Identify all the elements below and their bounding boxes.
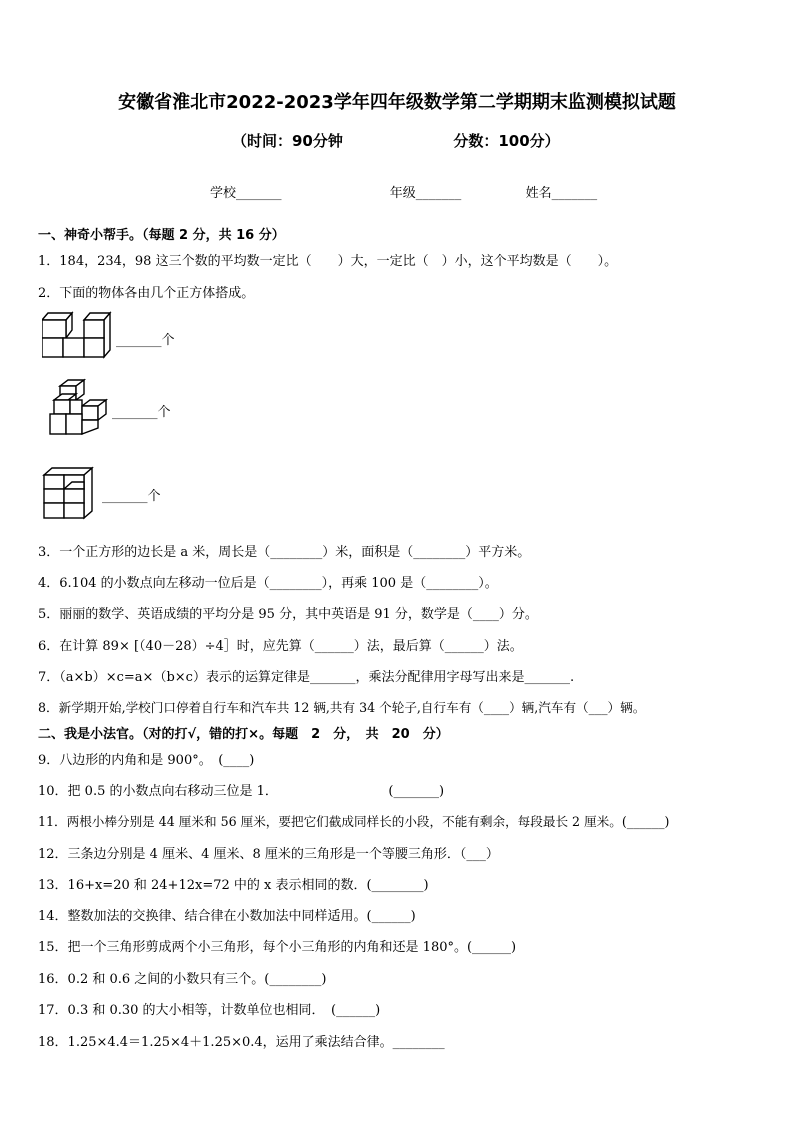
question-7: 7．（a×b）×c=a×（b×c）表示的运算定律是_______，乘法分配律用字母写出来是_______. xyxy=(38,670,575,685)
question-3: 3．一个正方形的边长是 a 米，周长是（________）米，面积是（________）平方米。 xyxy=(38,545,531,560)
question-10: 10．把 0.5 的小数点向右移动三位是 1． (_______) xyxy=(38,784,445,799)
section-heading-2: 二、我是小法官。（对的打√，错的打×。每题 2 分， 共 20 分） xyxy=(38,727,449,742)
answer-blank-2: _______个 xyxy=(112,405,171,420)
grade-field: 年级_______ xyxy=(389,186,462,201)
page-title: 安徽省淮北市2022-2023学年四年级数学第二学期期末监测模拟试题 xyxy=(118,92,676,113)
question-9: 9．八边形的内角和是 900°。 (____) xyxy=(38,753,255,768)
exam-meta xyxy=(232,130,560,151)
question-6: 6．在计算 89× [（40－28）÷4］时，应先算（______）法，最后算（______）法。 xyxy=(38,639,523,654)
answer-blank-1: _______个 xyxy=(116,333,175,348)
time-limit: （时间：90分钟 xyxy=(232,132,343,150)
question-4: 4．6.104 的小数点向左移动一位后是（________），再乘 100 是（________）。 xyxy=(38,576,498,591)
question-2: 2．下面的物体各由几个正方体搭成。 xyxy=(38,286,255,301)
name-field: 姓名_______ xyxy=(525,186,598,201)
question-16: 16．0.2 和 0.6 之间的小数只有三个。(________) xyxy=(38,972,327,987)
question-14: 14．整数加法的交换律、结合律在小数加法中同样适用。(______) xyxy=(38,909,416,924)
question-15: 15．把一个三角形剪成两个小三角形，每个小三角形的内角和还是 180°。(______) xyxy=(38,940,517,955)
cube-figure-1 xyxy=(42,310,114,360)
question-11: 11．两根小棒分别是 44 厘米和 56 厘米，要把它们截成同样长的小段，不能有剩余，每段最长 2 厘米。(______) xyxy=(38,814,670,829)
section-heading-1: 一、神奇小帮手。（每题 2 分，共 16 分） xyxy=(38,228,285,243)
question-1: 1．184，234，98 这三个数的平均数一定比（ ）大，一定比（ ）小，这个平均数是（ ）。 xyxy=(38,254,618,269)
cube-figure-2 xyxy=(46,378,110,438)
question-13: 13．16+x=20 和 24+12x=72 中的 x 表示相同的数．(________) xyxy=(38,878,429,893)
question-8: 8．新学期开始,学校门口停着自行车和汽车共 12 辆,共有 34 个轮子,自行车有（____）辆,汽车有（___）辆。 xyxy=(38,700,646,715)
cube-figure-3 xyxy=(42,465,98,521)
question-5: 5．丽丽的数学、英语成绩的平均分是 95 分，其中英语是 91 分，数学是（____）分。 xyxy=(38,607,538,622)
total-score: 分数：100分） xyxy=(453,132,560,150)
student-info xyxy=(210,182,597,201)
school-field: 学校_______ xyxy=(210,186,282,201)
question-17: 17．0.3 和 0.30 的大小相等，计数单位也相同． (______) xyxy=(38,1003,381,1018)
answer-blank-3: _______个 xyxy=(102,489,161,504)
question-12: 12．三条边分别是 4 厘米、4 厘米、8 厘米的三角形是一个等腰三角形．（___） xyxy=(38,847,499,862)
question-18: 18．1.25×4.4＝1.25×4＋1.25×0.4，运用了乘法结合律。________ xyxy=(38,1035,445,1050)
